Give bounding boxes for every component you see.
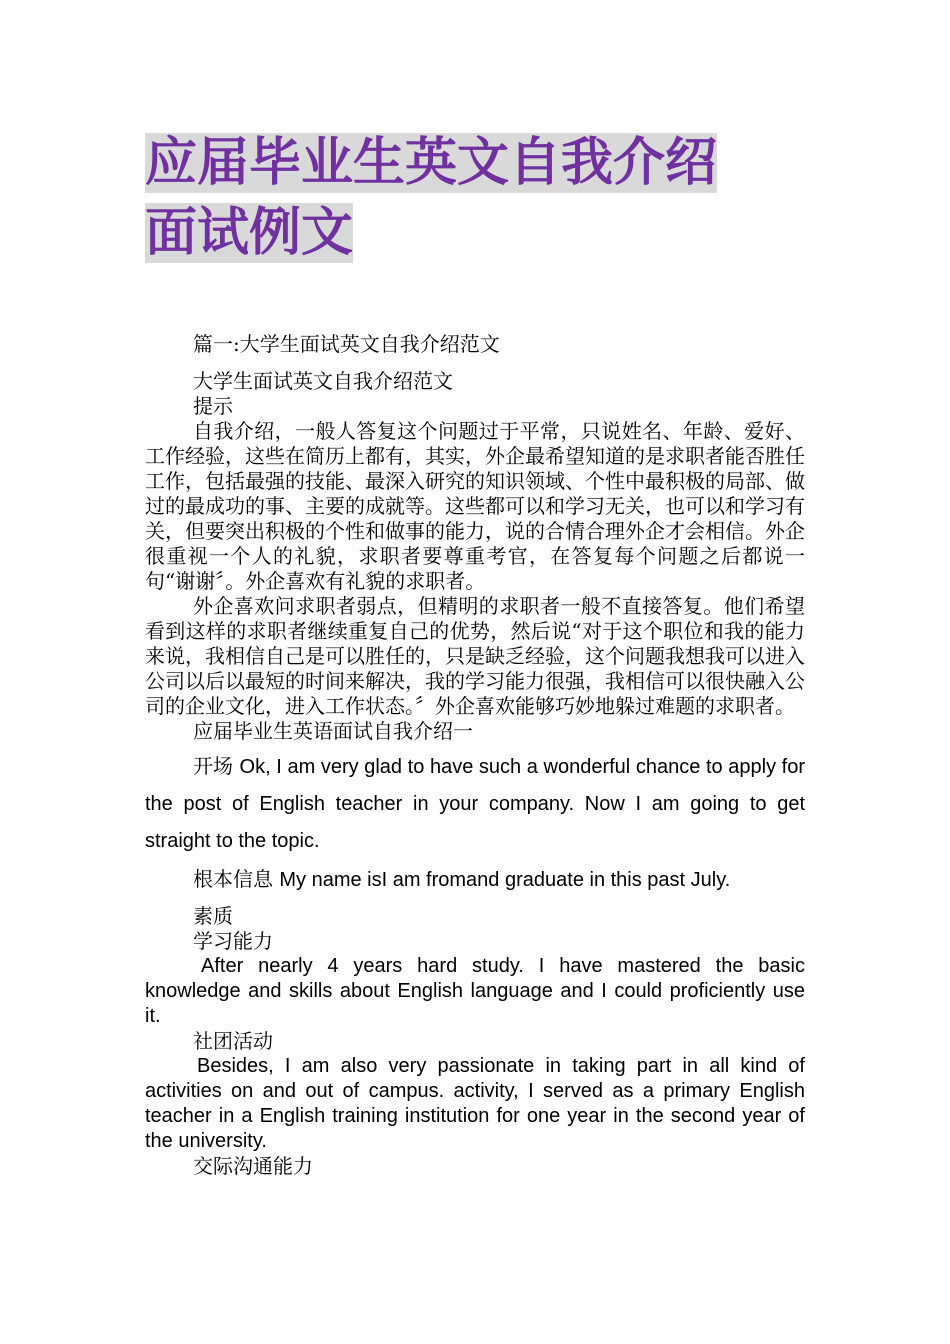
basic-info-text: My name isI am fromand graduate in this past July. (279, 869, 731, 891)
sample-heading: 应届毕业生英语面试自我介绍一 (193, 719, 473, 743)
document-title (145, 128, 815, 268)
document-body (145, 332, 805, 1179)
title-line-1: 应届毕业生英文自我介绍 (145, 133, 718, 193)
basic-info-label: 根本信息 (193, 867, 273, 891)
club-label: 社团活动 (193, 1029, 273, 1053)
club-text: Besides, I am also very passionate in taking part in all kind of activities on and out of campus. activity, I served as a primary English teacher in a English training institution for one year in the second year of the university. (145, 1055, 805, 1152)
opening-label: 开场 (193, 754, 234, 778)
section-heading: 篇一:大学生面试英文自我介绍范文 (193, 332, 500, 356)
paragraph-1: 自我介绍，一般人答复这个问题过于平常，只说姓名、年龄、爱好、工作经验，这些在简历上都有，其实，外企最希望知道的是求职者能否胜任工作，包括最强的技能、最深入研究的知识领域、个性中最积极的局部、做过的最成功的事、主要的成就等。这些都可以和学习无关，也可以和学习有关，但要突出积极的个性和做事的能力，说的合情合理外企才会相信。外企很重视一个人的礼貌，求职者要尊重考官，在答复每个问题之后都说一句“谢谢〞。外企喜欢有礼貌的求职者。 (145, 419, 805, 593)
learning-label: 学习能力 (193, 929, 273, 953)
title-line-2: 面试例文 (145, 203, 354, 263)
paragraph-2: 外企喜欢问求职者弱点，但精明的求职者一般不直接答复。他们希望看到这样的求职者继续重复自己的优势，然后说“对于这个职位和我的能力来说，我相信自己是可以胜任的，只是缺乏经验，这个问题我想我可以进入公司以后以最短的时间来解决，我的学习能力很强，我相信可以很快融入公司的企业文化，进入工作状态。〞外企喜欢能够巧妙地躲过难题的求职者。 (145, 594, 805, 718)
sub-heading: 大学生面试英文自我介绍范文 (193, 369, 453, 393)
tip-label: 提示 (193, 394, 233, 418)
opening-text: Ok, I am very glad to have such a wonderful chance to apply for the post of English teacher in your company. Now I am going to get straight to the topic. (145, 756, 806, 852)
quality-label: 素质 (193, 904, 233, 928)
learning-text: After nearly 4 years hard study. I have mastered the basic knowledge and skills about English language and I could proficiently use it. (145, 955, 805, 1027)
communication-label: 交际沟通能力 (193, 1154, 313, 1178)
opening-paragraph (145, 748, 805, 859)
basic-info-paragraph (145, 861, 805, 898)
